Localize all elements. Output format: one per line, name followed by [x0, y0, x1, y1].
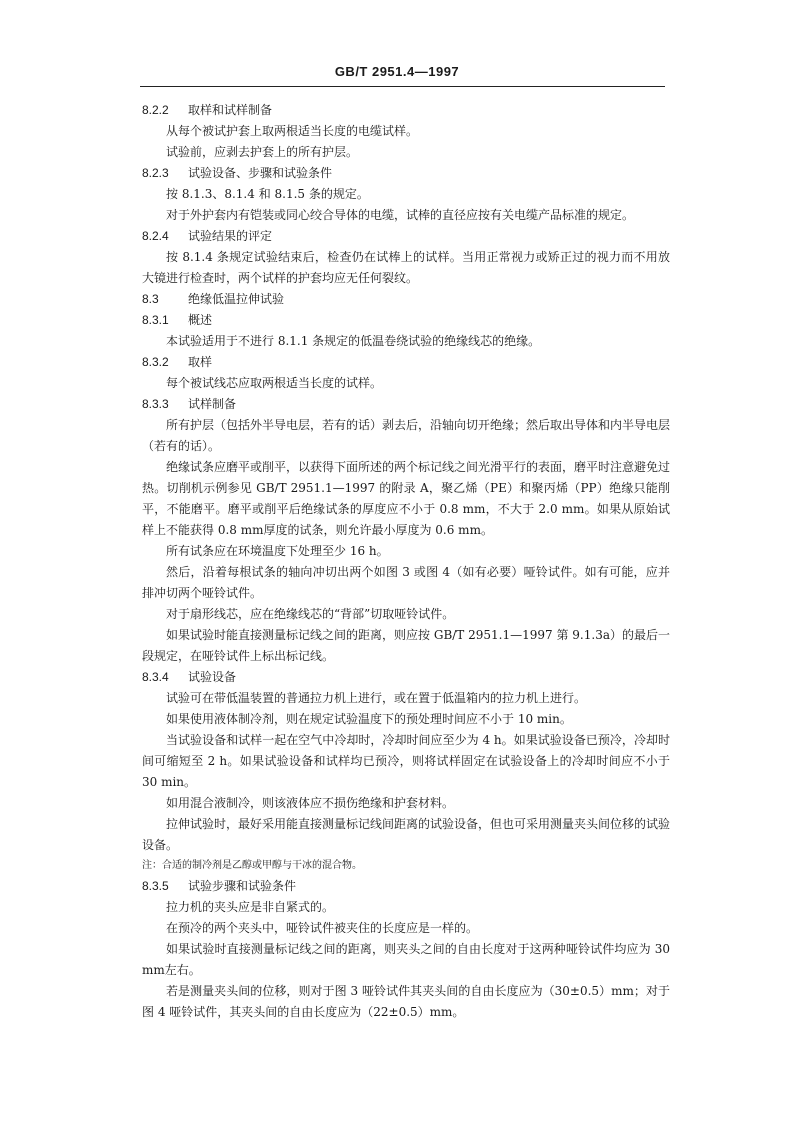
section-heading [142, 352, 670, 373]
paragraph: 如果试验时能直接测量标记线之间的距离，则应按 GB/T 2951.1—1997 第 9.1.3a）的最后一段规定，在哑铃试件上标出标记线。 [142, 628, 670, 663]
section-title: 概述 [188, 313, 213, 327]
paragraph: 按 8.1.4 条规定试验结束后，检查仍在试棒上的试样。当用正常视力或矫正过的视力而不用放大镜进行检查时，两个试样的护套均应无任何裂纹。 [142, 250, 670, 285]
section-heading [142, 226, 670, 247]
section-title: 试验结果的评定 [188, 229, 273, 243]
paragraph: 对于扇形线芯，应在绝缘线芯的“背部”切取哑铃试件。 [166, 607, 455, 621]
section-number: 8.3.4 [142, 670, 169, 684]
section-title: 试样制备 [188, 397, 237, 411]
paragraph: 当试验设备和试样一起在空气中冷却时，冷却时间应至少为 4 h。如果试验设备已预冷，冷却时间可缩短至 2 h。如果试验设备和试样均已预冷，则将试样固定在试验设备上的冷却时间应不小于30 min。 [142, 733, 670, 789]
section-number: 8.3.2 [142, 355, 169, 369]
paragraph: 所有试条应在环境温度下处理至少 16 h。 [166, 544, 389, 558]
paragraph: 如果使用液体制冷剂，则在规定试验温度下的预处理时间应不小于 10 min。 [166, 712, 572, 726]
paragraph: 如果试验时直接测量标记线之间的距离，则夹头之间的自由长度对于这两种哑铃试件均应为 30 mm左右。 [142, 942, 670, 977]
paragraph: 本试验适用于不进行 8.1.1 条规定的低温卷绕试验的绝缘线芯的绝缘。 [166, 334, 541, 348]
paragraph: 如用混合液制冷，则该液体应不损伤绝缘和护套材料。 [166, 796, 455, 810]
section-title: 试验步骤和试验条件 [188, 879, 297, 893]
note-text: 注：合适的制冷剂是乙醇或甲醇与干冰的混合物。 [142, 860, 362, 871]
section-heading [142, 667, 670, 688]
paragraph: 在预冷的两个夹头中，哑铃试件被夹住的长度应是一样的。 [166, 921, 479, 935]
section-heading [142, 100, 670, 121]
paragraph: 每个被试线芯应取两根适当长度的试样。 [166, 376, 383, 390]
section-title: 取样 [188, 355, 213, 369]
paragraph: 然后，沿着每根试条的轴向冲切出两个如图 3 或图 4（如有必要）哑铃试件。如有可能，应并排冲切两个哑铃试件。 [142, 565, 670, 600]
paragraph: 拉伸试验时，最好采用能直接测量标记线间距离的试验设备，但也可采用测量夹头间位移的试验设备。 [142, 817, 671, 852]
section-heading [142, 163, 670, 184]
paragraph: 绝缘试条应磨平或削平，以获得下面所述的两个标记线之间光滑平行的表面，磨平时注意避免过热。切削机示例参见 GB/T 2951.1—1997 的附录 A，聚乙烯（PE）和聚丙烯（PP）绝缘只能削平，不能磨平。磨平或削平后绝缘试条的厚度应不小于 0.8 mm，不大于 2.0 mm。如果从原始试样上不能获得 0.8 mm厚度的试条，则允许最小厚度为 0.6 mm。 [142, 460, 671, 537]
section-number: 8.3.5 [142, 879, 169, 893]
section-number: 8.2.4 [142, 229, 169, 243]
paragraph: 试验可在带低温装置的普通拉力机上进行，或在置于低温箱内的拉力机上进行。 [166, 691, 587, 705]
document-body [142, 100, 670, 1023]
section-number: 8.3.1 [142, 313, 169, 327]
section-number: 8.2.2 [142, 103, 169, 117]
section-heading [142, 876, 670, 897]
paragraph: 拉力机的夹头应是非自紧式的。 [166, 900, 335, 914]
section-title: 绝缘低温拉伸试验 [188, 292, 285, 306]
section-heading [142, 310, 670, 331]
paragraph: 按 8.1.3、8.1.4 和 8.1.5 条的规定。 [166, 187, 369, 201]
paragraph: 从每个被试护套上取两根适当长度的电缆试样。 [166, 124, 419, 138]
section-title: 试验设备 [188, 670, 237, 684]
header-rule [140, 86, 665, 87]
section-title: 取样和试样制备 [188, 103, 273, 117]
section-heading [142, 289, 670, 310]
page-header: GB/T 2951.4—1997 [334, 64, 460, 79]
paragraph: 试验前，应剥去护套上的所有护层。 [166, 145, 359, 159]
paragraph: 若是测量夹头间的位移，则对于图 3 哑铃试件其夹头间的自由长度应为（30±0.5）mm；对于图 4 哑铃试件，其夹头间的自由长度应为（22±0.5）mm。 [142, 984, 670, 1019]
section-title: 试验设备、步骤和试验条件 [188, 166, 333, 180]
paragraph: 对于外护套内有铠装或同心绞合导体的电缆，试棒的直径应按有关电缆产品标准的规定。 [166, 208, 635, 222]
section-number: 8.3.3 [142, 397, 169, 411]
section-number: 8.3 [142, 292, 159, 306]
section-number: 8.2.3 [142, 166, 169, 180]
paragraph: 所有护层（包括外半导电层，若有的话）剥去后，沿轴向切开绝缘；然后取出导体和内半导电层（若有的话）。 [142, 418, 671, 453]
section-heading [142, 394, 670, 415]
